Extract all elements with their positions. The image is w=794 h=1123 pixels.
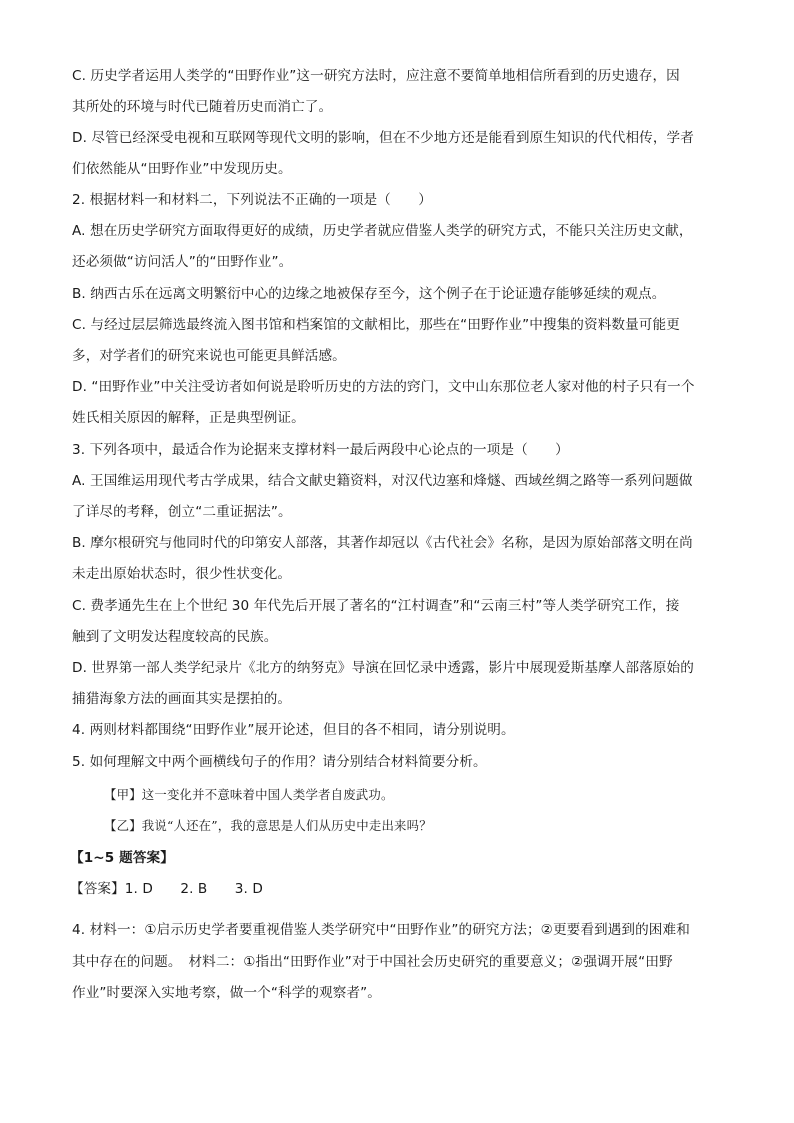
question-2: 2. 根据材料一和材料二，下列说法不正确的一项是（ ） [72, 192, 432, 208]
answer-line: 【答案】1. D 2. B 3. D [70, 881, 263, 897]
q3-option-d-line-2: 捕猎海象方法的画面其实是摆拍的。 [72, 691, 292, 707]
q3-option-c-line-2: 触到了文明发达程度较高的民族。 [72, 629, 278, 645]
question-3: 3. 下列各项中，最适合作为论据来支撑材料一最后两段中心论点的一项是（ ） [72, 442, 569, 458]
q2-option-a-line-2: 还必须做“访问活人”的“田野作业”。 [72, 254, 293, 270]
q3-option-b-line-1: B. 摩尔根研究与他同时代的印第安人部落，其著作却冠以《古代社会》名称，是因为原始部落文明在尚 [72, 535, 693, 551]
option-d-line-2: 们依然能从“田野作业”中发现历史。 [72, 161, 292, 177]
analysis-line-1: 4. 材料一：①启示历史学者要重视借鉴人类学研究中“田野作业”的研究方法；②更要看到遇到的困难和 [72, 922, 690, 938]
q2-option-c-line-2: 多，对学者们的研究来说也可能更具鲜活感。 [72, 348, 346, 364]
option-d-line-1: D. 尽管已经深受电视和互联网等现代文明的影响，但在不少地方还是能看到原生知识的代代相传，学者 [72, 130, 694, 146]
q3-option-c-line-1: C. 费孝通先生在上个世纪 30 年代先后开展了著名的“江村调查”和“云南三村”等人类学研究工作，接 [72, 598, 680, 614]
q2-option-d-line-1: D. “田野作业”中关注受访者如何说是聆听历史的方法的窍门，文中山东那位老人家对他的村子只有一个 [72, 379, 695, 395]
q3-option-a-line-1: A. 王国维运用现代考古学成果，结合文献史籍资料，对汉代边塞和烽燧、西域丝绸之路等一系列问题做 [72, 473, 693, 489]
question-4: 4. 两则材料都围绕“田野作业”展开论述，但目的各不相同，请分别说明。 [72, 722, 515, 738]
q3-option-b-line-2: 未走出原始状态时，很少性状变化。 [72, 566, 292, 582]
q3-option-a-line-2: 了详尽的考释，创立“二重证据法”。 [72, 504, 292, 520]
q2-option-a-line-1: A. 想在历史学研究方面取得更好的成绩，历史学者就应借鉴人类学的研究方式，不能只关注历史文献， [72, 223, 693, 239]
q2-option-b: B. 纳西古乐在远离文明繁衍中心的边缘之地被保存至今，这个例子在于论证遗存能够延续的观点。 [72, 286, 666, 302]
answer-header: 【1~5 题答案】 [70, 850, 174, 866]
quote-jia: 【甲】这一变化并不意味着中国人类学者自废武功。 [104, 787, 394, 802]
option-c-line-2: 其所处的环境与时代已随着历史而消亡了。 [72, 99, 333, 115]
option-c-line-1: C. 历史学者运用人类学的“田野作业”这一研究方法时，应注意不要简单地相信所看到的历史遗存，因 [72, 68, 680, 84]
q2-option-c-line-1: C. 与经过层层筛选最终流入图书馆和档案馆的文献相比，那些在“田野作业”中搜集的资料数量可能更 [72, 317, 680, 333]
analysis-line-3: 作业”时要深入实地考察，做一个“科学的观察者”。 [72, 985, 381, 1001]
q3-option-d-line-1: D. 世界第一部人类学纪录片《北方的纳努克》导演在回忆录中透露，影片中展现爱斯基摩人部落原始的 [72, 660, 694, 676]
analysis-line-2: 其中存在的问题。 材料二：①指出“田野作业”对于中国社会历史研究的重要意义；②强调开展“田野 [72, 954, 673, 970]
question-5: 5. 如何理解文中两个画横线句子的作用？请分别结合材料简要分析。 [72, 754, 487, 770]
quote-yi: 【乙】我说“人还在”，我的意思是人们从历史中走出来吗？ [104, 818, 432, 833]
q2-option-d-line-2: 姓氏相关原因的解释，正是典型例证。 [72, 410, 305, 426]
